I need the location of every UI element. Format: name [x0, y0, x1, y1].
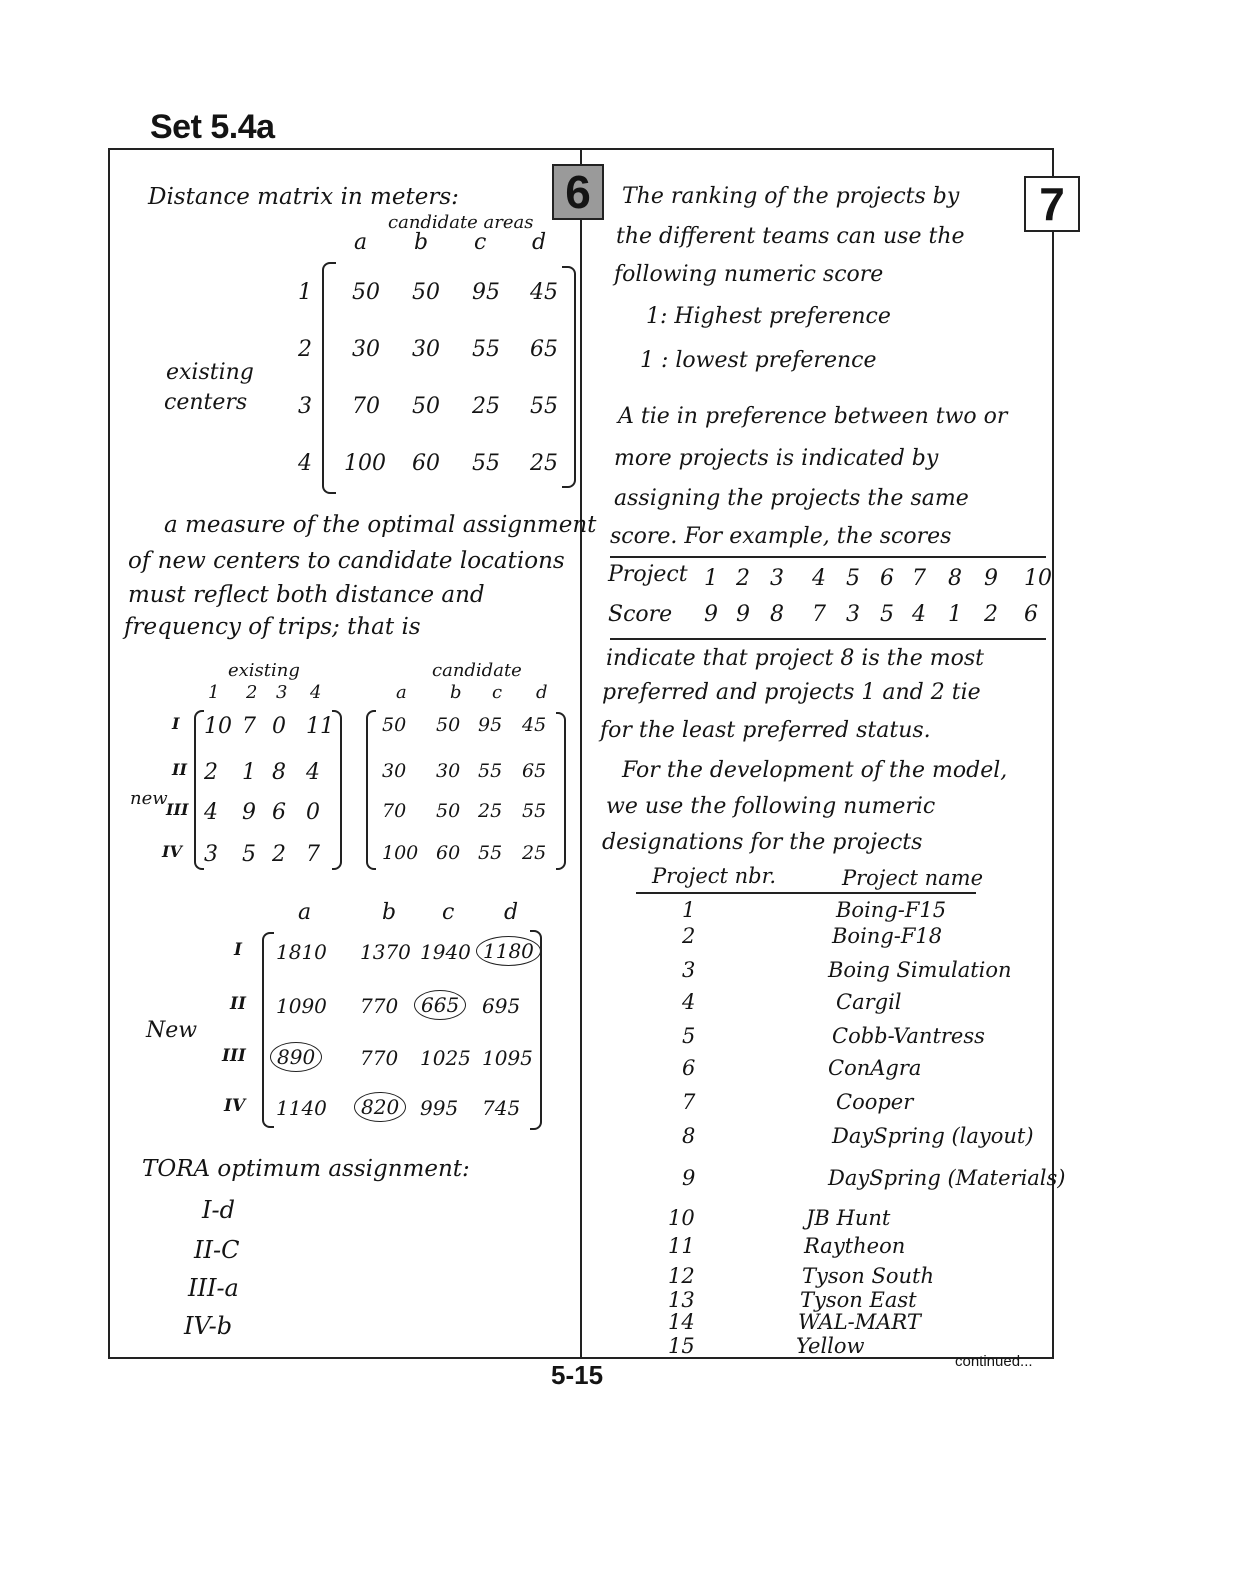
after-line: For the development of the model,	[622, 758, 1008, 783]
project-name: Tyson South	[802, 1264, 935, 1288]
project-number: 15	[668, 1334, 695, 1358]
row-label: 1	[298, 280, 312, 305]
after-line: designations for the projects	[602, 830, 923, 855]
roman-row-label: II	[230, 994, 246, 1014]
set-title: Set 5.4a	[150, 108, 275, 146]
matrix-cell: 55	[530, 394, 558, 419]
distance-matrix-heading: Distance matrix in meters:	[148, 184, 459, 210]
cost-bracket-left	[262, 932, 274, 1128]
row-label: 2	[298, 337, 312, 362]
cost-cell: 695	[482, 994, 521, 1018]
example-bottom-rule	[610, 638, 1046, 640]
column-header: a	[354, 230, 368, 255]
tie-line: A tie in preference between two or	[618, 404, 1008, 429]
example-score: 9	[704, 602, 718, 627]
cost-cell: 995	[420, 1096, 459, 1120]
dist-cell: 50	[436, 800, 461, 822]
freq-cell: 8	[272, 760, 286, 785]
matrix-cell: 50	[352, 280, 380, 305]
matrix-cell: 45	[530, 280, 558, 305]
project-name: Cobb-Vantress	[832, 1024, 985, 1048]
dist-cell: 70	[382, 800, 407, 822]
freq-bracket-left	[194, 710, 204, 870]
column-header: b	[414, 230, 429, 255]
example-project-label: Project	[608, 562, 688, 587]
freq-cell: 7	[242, 714, 256, 739]
example-score: 9	[736, 602, 750, 627]
cost-col-header: d	[504, 900, 519, 925]
example-score: 2	[984, 602, 998, 627]
column-header: c	[474, 230, 487, 255]
intro-line: the different teams can use the	[616, 224, 965, 249]
after-line: for the least preferred status.	[600, 718, 931, 743]
project-number: 12	[668, 1264, 695, 1288]
freq-cell: 10	[204, 714, 232, 739]
project-name: Raytheon	[804, 1234, 906, 1258]
dist-cell: 30	[436, 760, 461, 782]
cost-cell: 770	[360, 1046, 399, 1070]
scale-line: 1 : lowest preference	[640, 348, 877, 373]
example-project: 5	[846, 566, 860, 591]
candidate-areas-label: candidate areas	[388, 212, 534, 233]
tie-line: assigning the projects the same	[614, 486, 969, 511]
roman-row-label: I	[234, 940, 242, 960]
matrix-cell: 95	[472, 280, 500, 305]
cost-cell: 1025	[420, 1046, 471, 1070]
project-name-header: Project name	[842, 866, 984, 890]
project-number: 14	[668, 1310, 695, 1334]
example-project: 6	[880, 566, 894, 591]
freq-cell: 4	[306, 760, 320, 785]
matrix-cell: 30	[412, 337, 440, 362]
cost-cell: 1370	[360, 940, 411, 964]
example-top-rule	[610, 556, 1046, 558]
dist2-bracket-right	[556, 712, 566, 870]
matrix-cell: 50	[412, 394, 440, 419]
assignment: II-C	[194, 1236, 240, 1264]
continued-note: continued...	[955, 1353, 1033, 1370]
project-name: Cargil	[836, 990, 902, 1014]
project-name: Boing-F15	[836, 898, 947, 922]
cand-col-header: a	[396, 682, 407, 703]
project-name: ConAgra	[828, 1056, 922, 1080]
matrix-cell: 50	[412, 280, 440, 305]
assignment: I-d	[202, 1196, 235, 1224]
matrix-cell: 65	[530, 337, 558, 362]
cost-col-header: c	[442, 900, 455, 925]
optimal-cell: 1180	[476, 936, 541, 966]
project-name: Tyson East	[800, 1288, 917, 1312]
row-label: 3	[298, 394, 312, 419]
optimal-cell: 665	[414, 990, 466, 1020]
project-number: 3	[682, 958, 696, 982]
row-label: 4	[298, 451, 312, 476]
cost-col-header: a	[298, 900, 312, 925]
dist-cell: 60	[436, 842, 461, 864]
dist-cell: 25	[478, 800, 503, 822]
example-project: 8	[948, 566, 962, 591]
cost-cell: 1140	[276, 1096, 327, 1120]
example-project: 3	[770, 566, 784, 591]
roman-row-label: III	[222, 1046, 246, 1066]
freq-cell: 9	[242, 800, 256, 825]
freq-cell: 7	[306, 842, 320, 867]
problem-7-badge: 7	[1024, 176, 1080, 232]
dist-cell: 25	[522, 842, 547, 864]
existing-col-label: existing	[228, 660, 300, 681]
example-score: 3	[846, 602, 860, 627]
matrix-cell: 60	[412, 451, 440, 476]
example-project: 10	[1024, 566, 1052, 591]
cand-col-header: b	[450, 682, 462, 703]
dist-cell: 45	[522, 714, 547, 736]
roman-row-label: I	[172, 714, 180, 733]
freq-col-header: 3	[276, 682, 288, 703]
project-number: 1	[682, 898, 696, 922]
freq-col-header: 4	[310, 682, 322, 703]
freq-cell: 4	[204, 800, 218, 825]
project-name: DaySpring (Materials)	[828, 1166, 1066, 1190]
tie-line: more projects is indicated by	[614, 446, 939, 471]
existing-label: existing	[166, 360, 254, 385]
cost-cell: 1095	[482, 1046, 533, 1070]
project-number: 8	[682, 1124, 696, 1148]
freq-cell: 11	[306, 714, 334, 739]
cost-cell: 1940	[420, 940, 471, 964]
project-nbr-header: Project nbr.	[652, 864, 777, 888]
freq-col-header: 2	[246, 682, 258, 703]
example-score: 7	[812, 602, 826, 627]
tora-heading: TORA optimum assignment:	[142, 1156, 470, 1182]
project-number: 6	[682, 1056, 696, 1080]
matrix-cell: 100	[344, 451, 386, 476]
matrix-cell: 25	[472, 394, 500, 419]
page-number: 5-15	[551, 1360, 604, 1390]
example-score: 5	[880, 602, 894, 627]
after-line: preferred and projects 1 and 2 tie	[602, 680, 981, 705]
freq-cell: 3	[204, 842, 218, 867]
paragraph-line: of new centers to candidate locations	[128, 548, 565, 574]
project-number: 10	[668, 1206, 695, 1230]
freq-cell: 0	[272, 714, 286, 739]
freq-cell: 0	[306, 800, 320, 825]
dist-cell: 95	[478, 714, 503, 736]
project-number: 4	[682, 990, 696, 1014]
dist-cell: 55	[522, 800, 547, 822]
project-name: Yellow	[796, 1334, 865, 1358]
intro-line: The ranking of the projects by	[622, 184, 960, 209]
example-score: 8	[770, 602, 784, 627]
example-score: 4	[912, 602, 926, 627]
example-score: 6	[1024, 602, 1038, 627]
example-project: 9	[984, 566, 998, 591]
cand-col-header: c	[492, 682, 503, 703]
matrix-cell: 55	[472, 451, 500, 476]
cost-cell: 770	[360, 994, 399, 1018]
column-header: d	[532, 230, 547, 255]
project-name: Boing-F18	[832, 924, 943, 948]
cost-col-header: b	[382, 900, 397, 925]
after-line: we use the following numeric	[606, 794, 936, 819]
cost-cell: 1090	[276, 994, 327, 1018]
centers-label: centers	[164, 390, 248, 415]
dist2-bracket-left	[366, 710, 376, 870]
scale-line: 1: Highest preference	[646, 304, 891, 329]
column-divider	[580, 148, 582, 1359]
roman-row-label: IV	[224, 1096, 246, 1116]
example-project: 1	[704, 566, 718, 591]
dist-cell: 50	[382, 714, 407, 736]
project-name: WAL-MART	[798, 1310, 921, 1334]
project-number: 7	[682, 1090, 696, 1114]
dist-cell: 100	[382, 842, 419, 864]
dist-cell: 55	[478, 760, 503, 782]
dist-cell: 55	[478, 842, 503, 864]
project-number: 2	[682, 924, 696, 948]
candidate-col-label: candidate	[432, 660, 522, 681]
project-number: 11	[668, 1234, 695, 1258]
after-line: indicate that project 8 is the most	[606, 646, 984, 671]
problem-6-badge: 6	[552, 164, 604, 220]
roman-row-label: III	[166, 800, 189, 819]
cost-cell: 1810	[276, 940, 327, 964]
freq-cell: 2	[204, 760, 218, 785]
project-name: Boing Simulation	[828, 958, 1012, 982]
paragraph-line: frequency of trips; that is	[124, 614, 421, 640]
matrix-cell: 25	[530, 451, 558, 476]
freq-cell: 6	[272, 800, 286, 825]
matrix-cell: 30	[352, 337, 380, 362]
assignment: IV-b	[184, 1312, 233, 1340]
assignment: III-a	[188, 1274, 239, 1302]
optimal-cell: 820	[354, 1092, 406, 1122]
dist-cell: 65	[522, 760, 547, 782]
tie-line: score. For example, the scores	[610, 524, 952, 549]
new-row-label: new	[130, 788, 168, 809]
roman-row-label: IV	[162, 842, 182, 861]
example-score: 1	[948, 602, 962, 627]
project-number: 13	[668, 1288, 695, 1312]
paragraph-line: must reflect both distance and	[128, 582, 485, 608]
project-name: Cooper	[836, 1090, 914, 1114]
freq-col-header: 1	[208, 682, 220, 703]
roman-row-label: II	[172, 760, 187, 779]
matrix-bracket-right	[562, 266, 576, 488]
paragraph-line: a measure of the optimal assignment	[164, 512, 597, 538]
freq-cell: 2	[272, 842, 286, 867]
cand-col-header: d	[536, 682, 548, 703]
cost-new-label: New	[146, 1018, 198, 1043]
example-project: 2	[736, 566, 750, 591]
project-name: JB Hunt	[806, 1206, 891, 1230]
project-name: DaySpring (layout)	[832, 1124, 1034, 1148]
example-score-label: Score	[608, 602, 673, 627]
dist-cell: 30	[382, 760, 407, 782]
project-number: 5	[682, 1024, 696, 1048]
freq-cell: 1	[242, 760, 256, 785]
example-project: 4	[812, 566, 826, 591]
matrix-cell: 70	[352, 394, 380, 419]
freq-cell: 5	[242, 842, 256, 867]
project-number: 9	[682, 1166, 696, 1190]
matrix-cell: 55	[472, 337, 500, 362]
matrix-bracket-left	[322, 262, 336, 494]
optimal-cell: 890	[270, 1042, 322, 1072]
project-header-rule	[636, 892, 976, 894]
example-project: 7	[912, 566, 926, 591]
intro-line: following numeric score	[614, 262, 884, 287]
dist-cell: 50	[436, 714, 461, 736]
cost-cell: 745	[482, 1096, 521, 1120]
